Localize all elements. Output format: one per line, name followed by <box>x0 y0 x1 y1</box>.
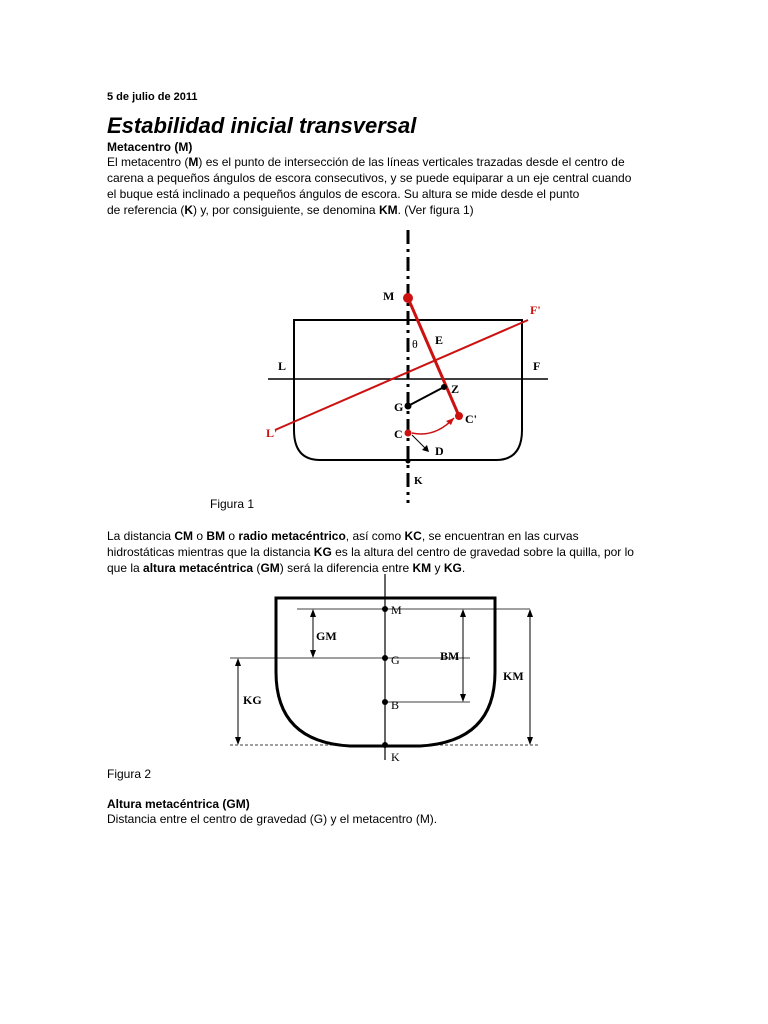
label-bm: BM <box>440 649 460 663</box>
bold-term: GM <box>260 561 280 575</box>
text-line: que la altura metacéntrica (GM) será la diferencia entre KM y KG. <box>107 561 466 575</box>
label-l-prime: L' <box>266 426 278 440</box>
label-z: Z <box>451 382 460 396</box>
bold-term: KM <box>412 561 432 575</box>
label-d: D <box>435 444 444 458</box>
label-c: C <box>394 427 403 441</box>
text-line: carena a pequeños ángulos de escora consecutivos, y se puede equiparar a un eje central cuando <box>107 171 632 185</box>
text-line: de referencia (K) y, por consiguiente, se denomina KM. (Ver figura 1) <box>107 203 474 217</box>
point-c-prime <box>455 412 463 420</box>
label-gm: GM <box>316 629 337 643</box>
metacentric-line <box>408 298 459 416</box>
paragraph-metacentro <box>107 154 631 218</box>
label-m: M <box>383 289 395 303</box>
section-heading-gm: Altura metacéntrica (GM) <box>107 797 250 811</box>
bold-term: radio metacéntrico <box>238 529 346 543</box>
label-km: KM <box>503 669 524 683</box>
label-e: E <box>435 333 444 347</box>
label-l: L <box>278 359 287 373</box>
bold-term: CM <box>174 529 194 543</box>
text-line: La distancia CM o BM o radio metacéntrico, así como KC, se encuentran en las curvas <box>107 529 579 543</box>
paragraph-distances <box>107 528 634 576</box>
bold-term: M <box>188 155 199 169</box>
label-g: G <box>391 653 400 667</box>
label-m: M <box>391 603 402 617</box>
point-k-top <box>406 459 411 464</box>
label-k: K <box>391 750 400 762</box>
label-g: G <box>394 400 404 414</box>
point-g <box>382 655 388 661</box>
section-heading-metacentro: Metacentro (M) <box>107 140 193 154</box>
bold-term: KM <box>378 203 398 217</box>
paragraph-gm: Distancia entre el centro de gravedad (G) y el metacentro (M). <box>107 812 438 826</box>
bold-term: K <box>184 203 194 217</box>
text-line: El metacentro (M) es el punto de intersección de las líneas verticales trazadas desde el centro de <box>107 155 625 169</box>
label-c-prime: C' <box>465 412 477 426</box>
point-g <box>405 403 412 410</box>
bold-term: KG <box>313 545 332 559</box>
bold-term: KG <box>443 561 462 575</box>
point-m <box>382 606 388 612</box>
figure-2-caption: Figura 2 <box>107 767 152 781</box>
point-k <box>382 742 388 748</box>
bold-term: altura metacéntrica <box>143 561 254 575</box>
page-title: Estabilidad inicial transversal <box>107 113 417 138</box>
post-date: 5 de julio de 2011 <box>107 91 198 103</box>
text-line: el buque está inclinado a pequeños ángulos de escora. Su altura se mide desde el punto <box>107 187 580 201</box>
bold-term: BM <box>206 529 226 543</box>
figure-2-diagram <box>0 572 768 762</box>
label-f: F <box>533 359 541 373</box>
label-theta: θ <box>412 337 418 351</box>
point-z <box>441 384 447 390</box>
text-line: hidrostáticas mientras que la distancia KG es la altura del centro de gravedad sobre la quilla, por lo <box>107 545 634 559</box>
bold-term: KC <box>404 529 422 543</box>
point-c <box>405 430 412 437</box>
label-f-prime: F' <box>530 303 541 317</box>
gz-arm <box>408 387 444 406</box>
figure-1-caption: Figura 1 <box>210 497 255 511</box>
label-kg: KG <box>243 693 262 707</box>
point-b <box>382 699 388 705</box>
figure-1-diagram <box>0 225 768 505</box>
label-b: B <box>391 698 400 712</box>
point-m <box>403 293 413 303</box>
label-k: K <box>414 475 423 487</box>
